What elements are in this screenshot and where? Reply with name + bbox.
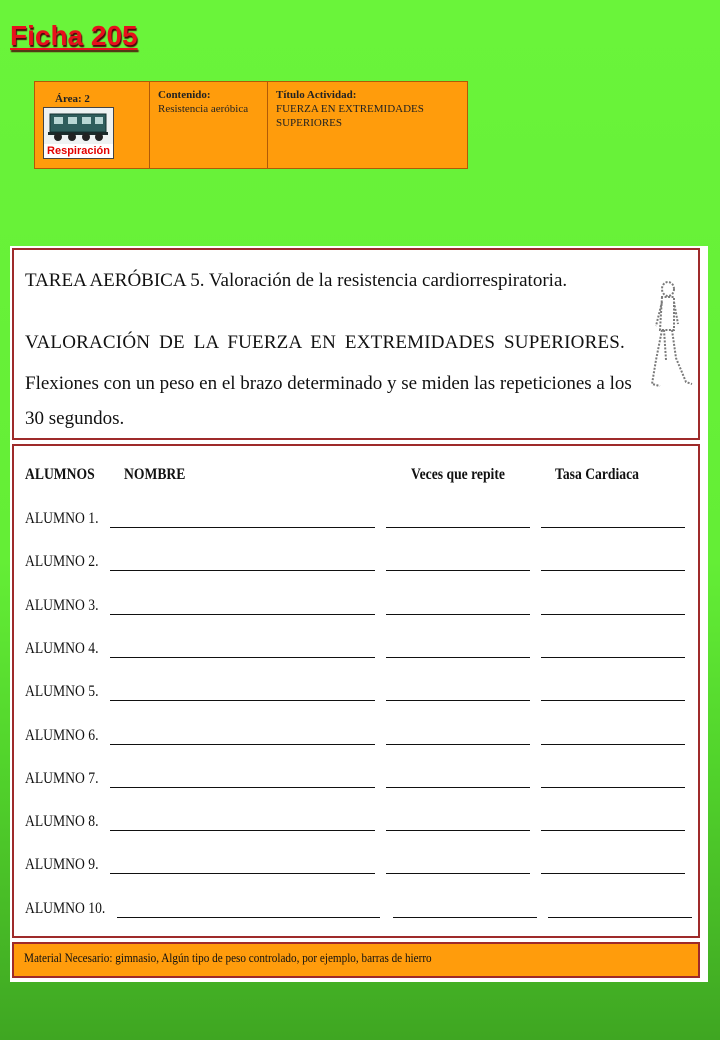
column-header-nombre: NOMBRE [124,466,186,483]
name-line[interactable] [117,917,380,918]
task-box [12,248,700,440]
name-line[interactable] [110,873,375,874]
student-label: ALUMNO 2. [25,553,99,571]
column-header-veces: Veces que repite [411,466,505,483]
badge-label: Respiración [44,145,113,158]
titulo-label: Título Actividad: [276,89,357,101]
name-line[interactable] [110,657,375,658]
train-icon [44,108,113,144]
heart-rate-line[interactable] [541,830,685,831]
student-label: ALUMNO 5. [25,683,99,701]
repeats-line[interactable] [386,873,530,874]
heart-rate-line[interactable] [541,570,685,571]
student-row [25,510,695,534]
heart-rate-line[interactable] [541,527,685,528]
respiracion-badge [43,107,114,159]
heart-rate-line[interactable] [541,657,685,658]
student-row [25,640,695,664]
heart-rate-line[interactable] [541,873,685,874]
student-row [25,553,695,577]
area-label: Área: 2 [55,93,90,105]
name-line[interactable] [110,787,375,788]
name-line[interactable] [110,570,375,571]
column-header-alumnos: ALUMNOS [25,466,95,483]
student-row [25,856,695,880]
task-heading: VALORACIÓN DE LA FUERZA EN EXTREMIDADES SUPERIORES. [25,332,625,353]
titulo-cell [268,82,467,168]
repeats-line[interactable] [386,527,530,528]
task-title: TAREA AERÓBICA 5. Valoración de la resistencia cardiorrespiratoria. [25,270,568,291]
task-description: Flexiones con un peso en el brazo determinado y se miden las repeticiones a los 30 segundos. [25,373,632,429]
heart-rate-line[interactable] [541,614,685,615]
name-line[interactable] [110,614,375,615]
repeats-line[interactable] [386,830,530,831]
walking-figure-icon [646,280,694,392]
contenido-label: Contenido: [158,89,211,101]
heart-rate-line[interactable] [541,744,685,745]
student-label: ALUMNO 3. [25,596,99,614]
repeats-line[interactable] [386,787,530,788]
heart-rate-line[interactable] [541,787,685,788]
name-line[interactable] [110,744,375,745]
student-label: ALUMNO 4. [25,639,99,657]
material-text: Material Necesario: gimnasio, Algún tipo de peso controlado, por ejemplo, barras de hierro [24,950,432,965]
repeats-line[interactable] [386,744,530,745]
repeats-line[interactable] [393,917,537,918]
heart-rate-line[interactable] [548,917,692,918]
contenido-value: Resistencia aeróbica [158,103,249,115]
student-row [25,900,695,924]
student-row [25,770,695,794]
student-row [25,727,695,751]
repeats-line[interactable] [386,700,530,701]
repeats-line[interactable] [386,614,530,615]
student-label: ALUMNO 10. [25,899,106,917]
area-cell [35,82,150,168]
column-header-tasa: Tasa Cardiaca [555,466,639,483]
student-row [25,813,695,837]
repeats-line[interactable] [386,570,530,571]
repeats-line[interactable] [386,657,530,658]
students-box [12,444,700,938]
name-line[interactable] [110,527,375,528]
student-label: ALUMNO 8. [25,813,99,831]
name-line[interactable] [110,830,375,831]
student-row [25,683,695,707]
page-title: Ficha 205 [10,20,138,51]
heart-rate-line[interactable] [541,700,685,701]
worksheet [10,246,708,982]
student-label: ALUMNO 7. [25,769,99,787]
material-box [12,942,700,978]
titulo-value: FUERZA EN EXTREMIDADES SUPERIORES [276,103,424,129]
student-label: ALUMNO 1. [25,510,99,527]
student-label: ALUMNO 9. [25,856,99,874]
activity-info-table [34,81,468,169]
student-row [25,597,695,621]
name-line[interactable] [110,700,375,701]
contenido-cell [150,82,268,168]
student-label: ALUMNO 6. [25,726,99,744]
